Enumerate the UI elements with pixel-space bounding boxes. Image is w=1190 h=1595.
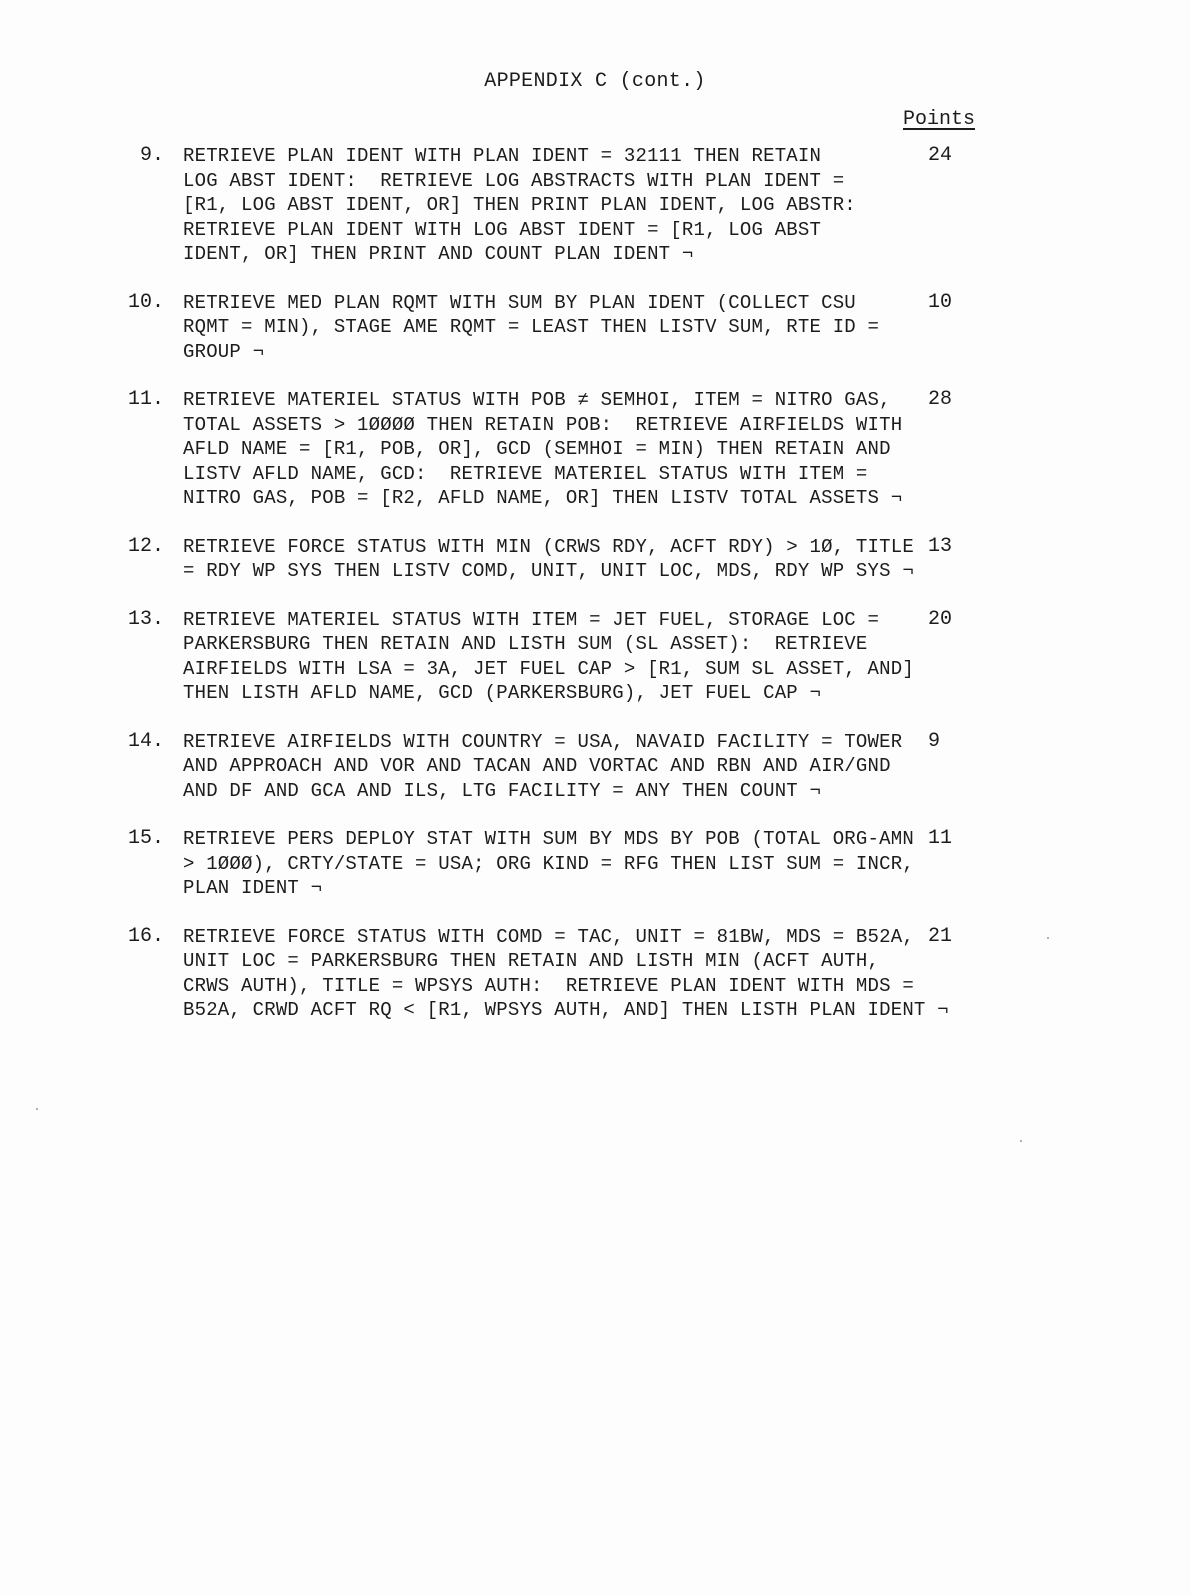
query-item [0,388,1190,511]
item-text-line: RETRIEVE PLAN IDENT WITH LOG ABST IDENT = [R1, LOG ABST [183,218,822,241]
points-column-header: Points [902,108,975,131]
query-item [0,925,1190,1023]
item-text-line: GROUP ¬ [183,340,265,363]
item-text [183,535,913,584]
item-text-line: RETRIEVE MED PLAN RQMT WITH SUM BY PLAN IDENT (COLLECT CSU [183,291,856,314]
item-text-line: RETRIEVE MATERIEL STATUS WITH POB ≠ SEMHOI, ITEM = NITRO GAS, [183,389,891,411]
item-text-line: UNIT LOC = PARKERSBURG THEN RETAIN AND LISTH MIN (ACFT AUTH, [183,950,880,972]
item-text-line: RETRIEVE FORCE STATUS WITH MIN (CRWS RDY, ACFT RDY) > 1Ø, TITLE [183,535,914,558]
item-text-line: RETRIEVE PLAN IDENT WITH PLAN IDENT = 32111 THEN RETAIN [183,145,822,167]
query-list [0,144,1190,1047]
item-points: 28 [928,388,953,411]
item-number: 14. [127,729,164,753]
item-text-line: TOTAL ASSETS > 1ØØØØ THEN RETAIN POB: RETRIEVE AIRFIELDS WITH [183,413,903,436]
item-text [183,291,913,365]
item-number: 10. [127,290,164,314]
item-points: 24 [928,144,953,167]
item-text-line: AND APPROACH AND VOR AND TACAN AND VORTAC AND RBN AND AIR/GND [183,755,891,777]
item-text-line: AIRFIELDS WITH LSA = 3A, JET FUEL CAP > [R1, SUM SL ASSET, AND] [183,657,914,680]
item-points: 9 [928,729,941,753]
item-number: 9. [139,144,164,167]
query-item [0,827,1190,901]
page-title: APPENDIX C (cont.) [484,70,706,93]
scan-speck [36,1108,38,1110]
item-text-line: AND DF AND GCA AND ILS, LTG FACILITY = ANY THEN COUNT ¬ [183,779,822,802]
item-text-line: IDENT, OR] THEN PRINT AND COUNT PLAN IDENT ¬ [183,243,694,265]
item-text-line: PARKERSBURG THEN RETAIN AND LISTH SUM (SL ASSET): RETRIEVE [183,633,868,655]
item-text-line: RQMT = MIN), STAGE AME RQMT = LEAST THEN LISTV SUM, RTE ID = [183,316,880,338]
item-text [183,144,913,267]
scan-speck [1047,937,1049,939]
item-text-line: CRWS AUTH), TITLE = WPSYS AUTH: RETRIEVE PLAN IDENT WITH MDS = [183,974,914,997]
scan-speck [1020,1140,1022,1142]
item-text-line: LISTV AFLD NAME, GCD: RETRIEVE MATERIEL STATUS WITH ITEM = [183,462,868,485]
item-text-line: PLAN IDENT ¬ [183,877,323,899]
item-text-line: AFLD NAME = [R1, POB, OR], GCD (SEMHOI = MIN) THEN RETAIN AND [183,438,891,460]
item-text [183,608,913,706]
item-text-line: > 1ØØØ), CRTY/STATE = USA; ORG KIND = RFG THEN LIST SUM = INCR, [183,852,914,875]
item-text [183,730,913,804]
item-text-line: [R1, LOG ABST IDENT, OR] THEN PRINT PLAN IDENT, LOG ABSTR: [183,194,856,216]
item-text-line: LOG ABST IDENT: RETRIEVE LOG ABSTRACTS WITH PLAN IDENT = [183,169,845,192]
item-text [183,388,913,511]
item-number: 16. [127,924,164,948]
item-text-line: RETRIEVE MATERIEL STATUS WITH ITEM = JET FUEL, STORAGE LOC = [183,608,880,631]
item-points: 13 [928,534,953,558]
item-number: 11. [127,388,164,411]
item-text-line: RETRIEVE PERS DEPLOY STAT WITH SUM BY MDS BY POB (TOTAL ORG-AMN [183,828,914,850]
query-item [0,730,1190,804]
item-points: 11 [928,827,953,850]
query-item [0,608,1190,706]
query-item [0,291,1190,365]
item-text-line: B52A, CRWD ACFT RQ < [R1, WPSYS AUTH, AND] THEN LISTH PLAN IDENT ¬ [183,999,949,1021]
item-points: 21 [928,924,953,948]
item-text-line: THEN LISTH AFLD NAME, GCD (PARKERSBURG), JET FUEL CAP ¬ [183,682,822,704]
item-points: 20 [928,607,953,631]
query-item [0,144,1190,267]
item-points: 10 [928,290,953,314]
item-number: 15. [127,827,164,850]
item-text-line: RETRIEVE FORCE STATUS WITH COMD = TAC, UNIT = 81BW, MDS = B52A, [183,925,914,948]
item-text-line: NITRO GAS, POB = [R2, AFLD NAME, OR] THEN LISTV TOTAL ASSETS ¬ [183,487,903,509]
item-text [183,827,913,901]
item-text-line: RETRIEVE AIRFIELDS WITH COUNTRY = USA, NAVAID FACILITY = TOWER [183,730,903,753]
query-item [0,535,1190,584]
item-text-line: = RDY WP SYS THEN LISTV COMD, UNIT, UNIT LOC, MDS, RDY WP SYS ¬ [183,560,914,582]
item-number: 12. [127,534,164,558]
item-number: 13. [127,607,164,631]
